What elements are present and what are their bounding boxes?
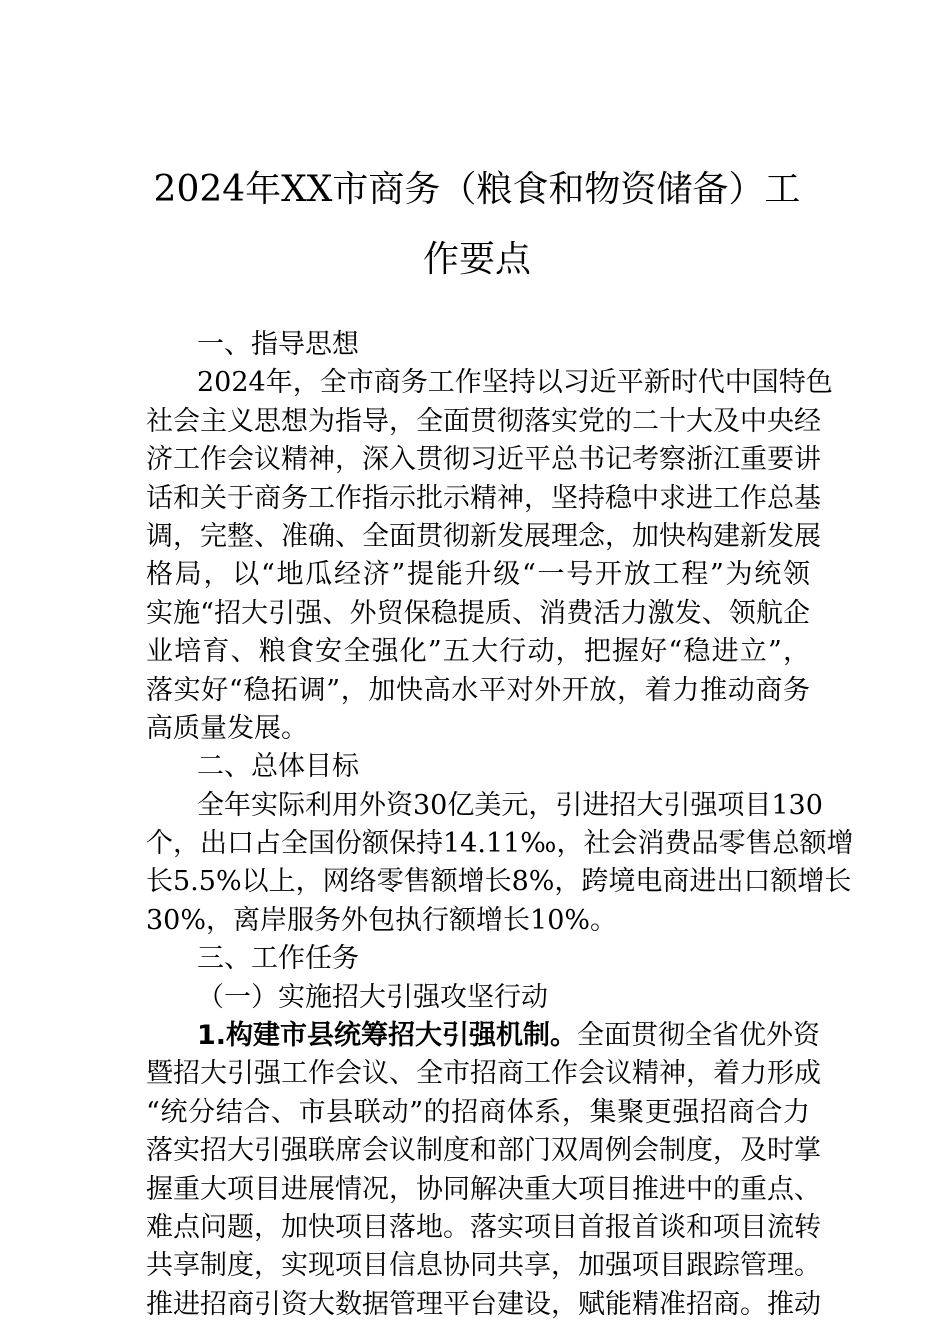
bold-lead-heading: 1.构建市县统筹招大引强机制。: [197, 1020, 578, 1052]
paragraph-line: 落实好“稳拓调”，加快高水平对外开放，着力推动商务: [146, 674, 810, 706]
paragraph-text: 全面贯彻全省优外资: [577, 1020, 821, 1052]
paragraph-line: 高质量发展。: [146, 712, 308, 744]
paragraph-line: 济工作会议精神，深入贯彻习近平总书记考察浙江重要讲: [146, 444, 821, 476]
paragraph-line: 推进招商引资大数据管理平台建设，赋能精准招商。推动: [146, 1288, 821, 1320]
paragraph-line: 落实招大引强联席会议制度和部门双周例会制度，及时掌: [146, 1135, 821, 1167]
section-heading-guiding-thought: 一、指导思想: [197, 329, 359, 360]
paragraph-line: 话和关于商务工作指示批示精神，坚持稳中求进工作总基: [146, 482, 821, 514]
paragraph-line: 实施“招大引强、外贸保稳提质、消费活力激发、领航企: [146, 597, 810, 629]
section-heading-overall-goals: 二、总体目标: [197, 751, 359, 783]
paragraph-line: 格局，以“地瓜经济”提能升级“一号开放工程”为统领: [146, 559, 810, 591]
paragraph-line: “统分结合、市县联动”的招商体系，集聚更强招商合力: [146, 1096, 810, 1128]
paragraph-line: 共享制度，实现项目信息协同共享，加强项目跟踪管理。: [146, 1250, 821, 1282]
paragraph-line: 2024年，全市商务工作坚持以习近平新时代中国特色: [197, 367, 833, 399]
paragraph-line: 全年实际利用外资30亿美元，引进招大引强项目130: [197, 789, 823, 821]
paragraph-line-with-lead: [146, 1017, 821, 1055]
paragraph-line: 握重大项目进展情况，协同解决重大项目推进中的重点、: [146, 1173, 821, 1205]
document-title-line-1: 2024年XX市商务（粮食和物资储备）工: [153, 169, 801, 210]
document-title-line-2: 作要点: [422, 239, 531, 280]
paragraph-line: 暨招大引强工作会议、全市招商工作会议精神，着力形成: [146, 1058, 821, 1090]
paragraph-line: 调，完整、准确、全面贯彻新发展理念，加快构建新发展: [146, 520, 821, 552]
paragraph-line: 社会主义思想为指导，全面贯彻落实党的二十大及中央经: [146, 405, 821, 437]
paragraph-line: 业培育、粮食安全强化”五大行动，把握好“稳进立”，: [146, 636, 810, 668]
subsection-heading: （一）实施招大引强攻坚行动: [197, 981, 548, 1013]
document-body: [146, 326, 854, 1324]
paragraph-line: 长5.5%以上，网络零售额增长8%，跨境电商进出口额增长: [146, 866, 852, 898]
paragraph-line: 30%，离岸服务外包执行额增长10%。: [146, 904, 618, 936]
paragraph-line: 难点问题，加快项目落地。落实项目首报首谈和项目流转: [146, 1211, 821, 1243]
section-heading-work-tasks: 三、工作任务: [197, 943, 359, 975]
paragraph-line: 个，出口占全国份额保持14.11‰，社会消费品零售总额增: [146, 828, 854, 860]
